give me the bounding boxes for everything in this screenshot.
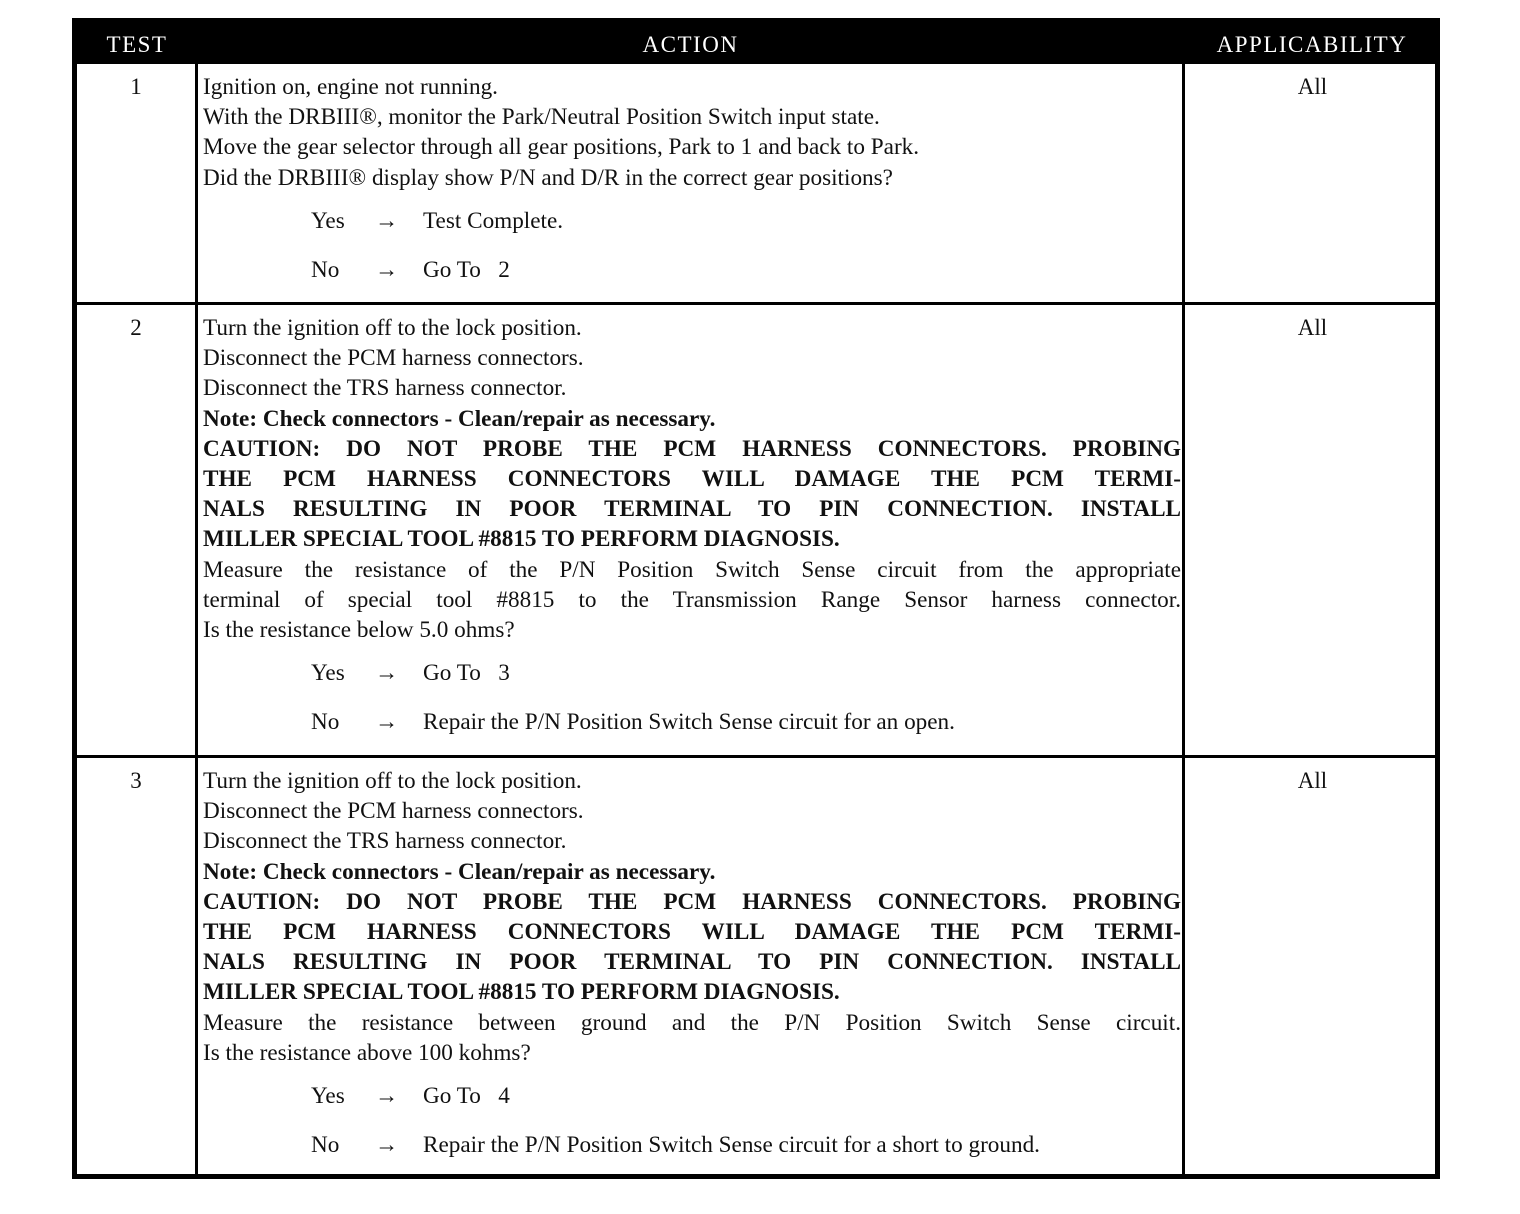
applicability-cell: All <box>1297 74 1328 99</box>
arrow-right-icon: → <box>375 1083 399 1110</box>
caution-line: NALS RESULTING IN POOR TERMINAL TO PIN CONNECTION. INSTALL <box>203 949 1181 976</box>
arrow-right-icon: → <box>375 1132 399 1159</box>
no-answer <box>203 1121 1181 1170</box>
action-line: With the DRBIII®, monitor the Park/Neutral Position Switch input state. <box>203 104 880 131</box>
caution-line: MILLER SPECIAL TOOL #8815 TO PERFORM DIAGNOSIS. <box>203 526 840 553</box>
action-line: Disconnect the PCM harness connectors. <box>203 345 584 372</box>
test-number: 3 <box>130 768 142 793</box>
header-applicability: APPLICABILITY <box>1216 32 1408 57</box>
table-row <box>77 758 1435 1179</box>
action-line: terminal of special tool #8815 to the Transmission Range Sensor harness connector. <box>203 586 1181 613</box>
no-label: No <box>311 709 340 736</box>
test-number: 2 <box>130 315 142 340</box>
action-line: Did the DRBIII® display show P/N and D/R in the correct gear positions? <box>203 164 893 191</box>
action-line: Disconnect the TRS harness connector. <box>203 375 567 402</box>
action-line: Disconnect the PCM harness connectors. <box>203 798 584 825</box>
yes-result: Test Complete. <box>423 207 564 234</box>
arrow-right-icon: → <box>375 660 399 687</box>
applicability-cell: All <box>1297 315 1328 340</box>
caution-line: MILLER SPECIAL TOOL #8815 TO PERFORM DIAGNOSIS. <box>203 979 840 1006</box>
test-number: 1 <box>130 74 142 99</box>
yes-result: Go To 4 <box>423 1083 510 1110</box>
yes-result: Go To 3 <box>423 660 510 687</box>
caution-line: CAUTION: DO NOT PROBE THE PCM HARNESS CONNECTORS. PROBING <box>203 435 1181 462</box>
yes-label: Yes <box>311 207 345 234</box>
action-line: Disconnect the TRS harness connector. <box>203 828 567 855</box>
caution-line: THE PCM HARNESS CONNECTORS WILL DAMAGE THE PCM TERMI- <box>203 466 1181 493</box>
action-cell <box>203 72 1181 295</box>
caution-line: THE PCM HARNESS CONNECTORS WILL DAMAGE THE PCM TERMI- <box>203 919 1181 946</box>
action-line: Is the resistance above 100 kohms? <box>203 1039 531 1066</box>
caution-line: NALS RESULTING IN POOR TERMINAL TO PIN CONNECTION. INSTALL <box>203 496 1181 523</box>
yes-label: Yes <box>311 1083 345 1110</box>
action-line: Move the gear selector through all gear positions, Park to 1 and back to Park. <box>203 134 920 161</box>
no-answer <box>203 246 1181 295</box>
no-label: No <box>311 1132 340 1159</box>
action-cell <box>203 766 1181 1170</box>
action-cell <box>203 313 1181 747</box>
no-result: Repair the P/N Position Switch Sense circuit for an open. <box>423 709 955 736</box>
yes-answer <box>203 1072 1181 1121</box>
arrow-right-icon: → <box>375 709 399 736</box>
action-line: Measure the resistance between ground and the P/N Position Switch Sense circuit. <box>203 1009 1181 1036</box>
diagnostic-table <box>72 18 1440 1179</box>
action-line: Ignition on, engine not running. <box>203 74 498 100</box>
table-row <box>77 64 1435 302</box>
header-test: TEST <box>106 32 168 57</box>
arrow-right-icon: → <box>375 207 399 234</box>
yes-label: Yes <box>311 660 345 687</box>
action-line: Turn the ignition off to the lock position. <box>203 768 582 794</box>
no-result: Repair the P/N Position Switch Sense circuit for a short to ground. <box>423 1132 1040 1159</box>
arrow-right-icon: → <box>375 256 399 283</box>
action-line: Is the resistance below 5.0 ohms? <box>203 617 515 644</box>
table-row <box>77 305 1435 755</box>
note-line: Note: Check connectors - Clean/repair as necessary. <box>203 858 716 885</box>
action-line: Measure the resistance of the P/N Position Switch Sense circuit from the appropriate <box>203 556 1181 583</box>
note-line: Note: Check connectors - Clean/repair as necessary. <box>203 405 716 432</box>
table-header <box>77 23 1435 64</box>
action-line: Turn the ignition off to the lock position. <box>203 315 582 341</box>
no-label: No <box>311 256 340 283</box>
caution-line: CAUTION: DO NOT PROBE THE PCM HARNESS CONNECTORS. PROBING <box>203 888 1181 915</box>
applicability-cell: All <box>1297 768 1328 793</box>
header-action: ACTION <box>642 32 739 57</box>
no-result: Go To 2 <box>423 256 510 283</box>
yes-answer <box>203 197 1181 246</box>
yes-answer <box>203 649 1181 698</box>
no-answer <box>203 698 1181 747</box>
